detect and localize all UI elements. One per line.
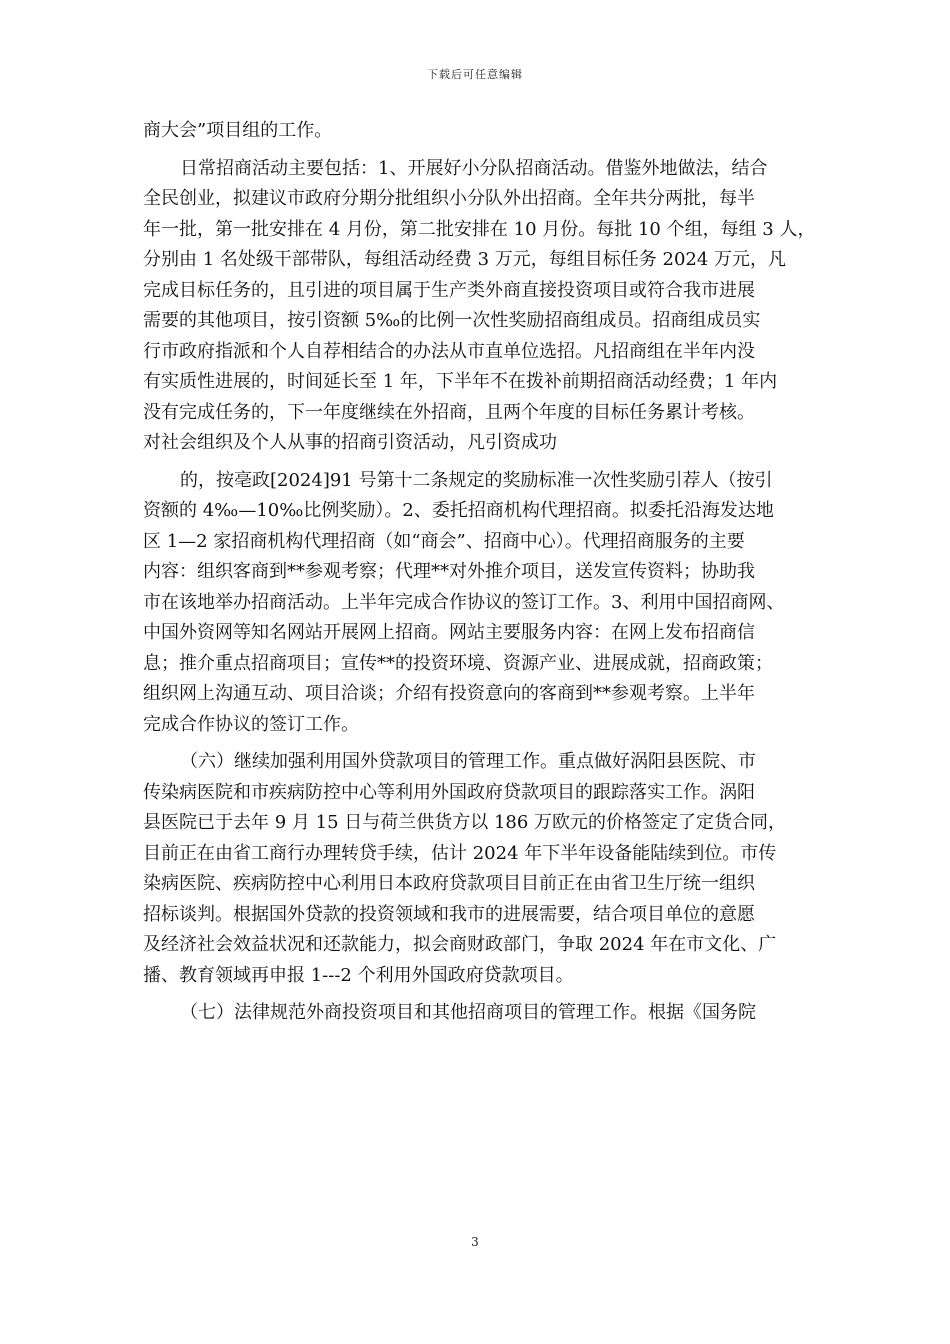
text-line: 市在该地举办招商活动。上半年完成合作协议的签订工作。3、利用中国招商网、 [143,591,785,613]
text-line: 的，按亳政[2024]91 号第十二条规定的奖励标准一次性奖励引荐人（按引 [180,469,773,491]
text-line: 资额的 4‰—10‰比例奖励）。2、委托招商机构代理招商。拟委托沿海发达地 [143,500,774,521]
page-header: 下载后可任意编辑 [427,68,523,81]
text-line: 区 1—2 家招商机构代理招商（如“商会”、招商中心）。代理招商服务的主要 [143,530,745,552]
text-line: 招标谈判。根据国外贷款的投资领域和我市的进展需要，结合项目单位的意愿 [143,903,755,925]
text-line: 日常招商活动主要包括：1、开展好小分队招商活动。借鉴外地做法，结合 [180,157,768,179]
text-line: 县医院已于去年 9 月 15 日与荷兰供货方以 186 万欧元的价格签定了定货合同， [143,812,787,833]
page-number: 3 [471,1235,479,1249]
text-line: 没有完成任务的，下一年度继续在外招商，且两个年度的目标任务累计考核。 [143,401,755,423]
text-line: 传染病医院和市疾病防控中心等利用外国政府贷款项目的跟踪落实工作。涡阳 [143,781,755,803]
text-line: 播、教育领域再申报 1---2 个利用外国政府贷款项目。 [143,964,574,986]
document-body [143,116,816,1029]
text-line: 中国外资网等知名网站开展网上招商。网站主要服务内容：在网上发布招商信 [143,622,755,643]
paragraph-1 [143,116,809,147]
text-line: 组织网上沟通互动、项目洽谈；介绍有投资意向的客商到**参观考察。上半年 [143,683,755,704]
text-line: 有实质性进展的，时间延长至 1 年，下半年不在拨补前期招商活动经费；1 年内 [143,371,778,392]
text-line: 目前正在由省工商行办理转贷手续，估计 2024 年下半年设备能陆续到位。市传 [143,842,777,864]
paragraph-4 [143,747,809,991]
text-line: （六）继续加强利用国外贷款项目的管理工作。重点做好涡阳县医院、市 [180,751,756,772]
text-line: （七）法律规范外商投资项目和其他招商项目的管理工作。根据《国务院 [180,1002,756,1023]
text-line: 息；推介重点招商项目；宣传**的投资环境、资源产业、进展成就，招商政策； [143,652,773,674]
paragraph-5 [143,998,809,1029]
paragraph-3 [143,466,809,741]
text-line: 染病医院、疾病防控中心利用日本政府贷款项目目前正在由省卫生厅统一组织 [143,873,755,894]
text-line: 全民创业，拟建议市政府分期分批组织小分队外出招商。全年共分两批，每半 [143,188,755,209]
paragraph-2 [143,154,816,459]
text-line: 完成目标任务的，且引进的项目属于生产类外商直接投资项目或符合我市进展 [143,279,755,301]
text-line: 分别由 1 名处级干部带队，每组活动经费 3 万元，每组目标任务 2024 万元，凡 [143,249,787,270]
text-line: 需要的其他项目，按引资额 5‰的比例一次性奖励招商组成员。招商组成员实 [143,310,761,331]
text-line: 及经济社会效益状况和还款能力，拟会商财政部门，争取 2024 年在市文化、广 [143,934,777,955]
text-line: 对社会组织及个人从事的招商引资活动，凡引资成功 [143,432,557,453]
text-line: 年一批，第一批安排在 4 月份，第二批安排在 10 月份。每批 10 个组，每组 3 人， [143,218,816,240]
text-line: 内容：组织客商到**参观考察；代理**对外推介项目，送发宣传资料；协助我 [143,561,755,582]
text-line: 完成合作协议的签订工作。 [143,713,359,735]
text-line: 行市政府指派和个人自荐相结合的办法从市直单位选招。凡招商组在半年内没 [143,340,755,362]
text-line: 商大会”项目组的工作。 [143,120,333,141]
